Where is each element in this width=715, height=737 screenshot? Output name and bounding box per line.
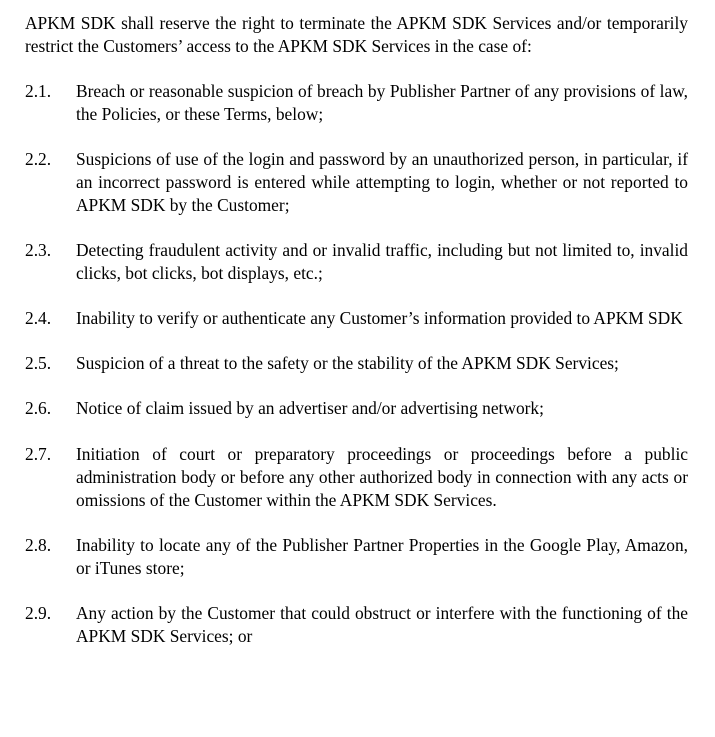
clause-text: Detecting fraudulent activity and or invalid traffic, including but not limited to, invalid clicks, bot clicks, bot displays, etc.; — [76, 240, 688, 283]
clause-item — [25, 534, 688, 580]
clause-number: 2.3. — [25, 240, 52, 260]
clause-item — [25, 602, 688, 648]
clause-item — [25, 397, 688, 420]
clause-number: 2.7. — [25, 444, 52, 464]
clause-number: 2.9. — [25, 603, 52, 623]
clause-item — [25, 239, 688, 285]
clause-number: 2.6. — [25, 398, 52, 418]
clause-item — [25, 148, 688, 217]
clause-number: 2.5. — [25, 353, 52, 373]
clause-item — [25, 307, 688, 330]
clause-number: 2.2. — [25, 149, 52, 169]
clause-item — [25, 352, 688, 375]
clause-list — [25, 80, 688, 648]
clause-item — [25, 443, 688, 512]
clause-text: Inability to locate any of the Publisher Partner Properties in the Google Play, Amazon, or iTunes store; — [76, 535, 688, 578]
clause-text: Initiation of court or preparatory proceedings or proceedings before a public administration body or before any other authorized body in connection with any acts or omissions of the Customer within the APKM SDK Services. — [76, 444, 688, 510]
clause-text: Inability to verify or authenticate any Customer’s information provided to APKM SDK — [76, 308, 683, 328]
clause-item — [25, 80, 688, 126]
intro-paragraph: APKM SDK shall reserve the right to terminate the APKM SDK Services and/or temporarily restrict the Customers’ access to the APKM SDK Services in the case of: — [25, 13, 688, 56]
document-body — [25, 12, 688, 648]
clause-text: Suspicion of a threat to the safety or the stability of the APKM SDK Services; — [76, 353, 619, 373]
clause-text: Any action by the Customer that could obstruct or interfere with the functioning of the APKM SDK Services; or — [76, 603, 688, 646]
clause-text: Breach or reasonable suspicion of breach by Publisher Partner of any provisions of law, the Policies, or these Terms, below; — [76, 81, 688, 124]
clause-number: 2.4. — [25, 308, 52, 328]
clause-text: Notice of claim issued by an advertiser and/or advertising network; — [76, 398, 544, 418]
clause-number: 2.1. — [25, 81, 52, 101]
clause-text: Suspicions of use of the login and password by an unauthorized person, in particular, if an incorrect password is entered while attempting to login, whether or not reported to APKM SDK by the Customer; — [76, 149, 688, 215]
clause-number: 2.8. — [25, 535, 52, 555]
